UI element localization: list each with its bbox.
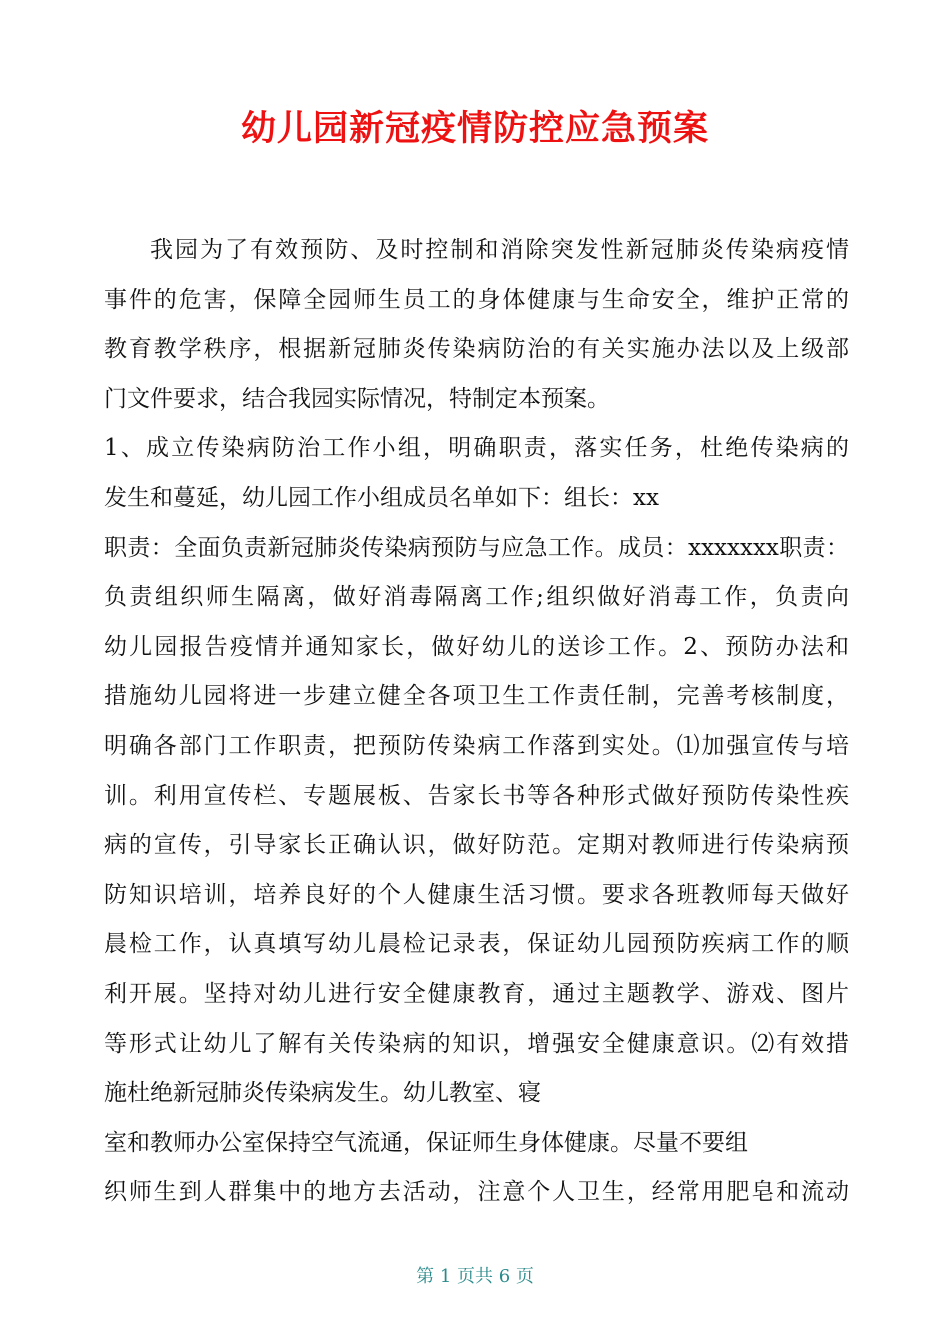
body-line-13: 病的宣传，引导家长正确认识，做好防范。定期对教师进行传染病预: [104, 832, 849, 859]
body-line-17: 等形式让幼儿了解有关传染病的知识，增强安全健康意识。⑵有效措: [104, 1030, 849, 1057]
body-line-10: 措施幼儿园将进一步建立健全各项卫生工作责任制，完善考核制度，: [104, 683, 849, 710]
document-body: [104, 226, 849, 1218]
body-line-14: 防知识培训，培养良好的个人健康生活习惯。要求各班教师每天做好: [104, 881, 849, 908]
body-line-7: 职责：全面负责新冠肺炎传染病预防与应急工作。成员：xxxxxxx职责：: [104, 534, 849, 561]
body-line-1: 我园为了有效预防、及时控制和消除突发性新冠肺炎传染病疫情: [150, 237, 849, 263]
body-line-9: 幼儿园报告疫情并通知家长，做好幼儿的送诊工作。2、预防办法和: [104, 633, 849, 660]
body-line-18: 施杜绝新冠肺炎传染病发生。幼儿教室、寝: [104, 1080, 541, 1107]
body-line-6: 发生和蔓延，幼儿园工作小组成员名单如下：组长：xx: [104, 484, 659, 511]
body-line-5: 1、成立传染病防治工作小组，明确职责，落实任务，杜绝传染病的: [104, 435, 849, 462]
body-line-19: 室和教师办公室保持空气流通，保证师生身体健康。尽量不要组: [104, 1129, 748, 1156]
body-line-2: 事件的危害，保障全园师生员工的身体健康与生命安全，维护正常的: [104, 286, 849, 313]
body-line-11: 明确各部门工作职责，把预防传染病工作落到实处。⑴加强宣传与培: [104, 732, 849, 759]
body-line-12: 训。利用宣传栏、专题展板、告家长书等各种形式做好预防传染性疾: [104, 782, 849, 809]
body-line-15: 晨检工作，认真填写幼儿晨检记录表，保证幼儿园预防疾病工作的顺: [104, 931, 849, 958]
document-title: 幼儿园新冠疫情防控应急预案: [240, 109, 709, 149]
body-line-16: 利开展。坚持对幼儿进行安全健康教育，通过主题教学、游戏、图片: [104, 980, 849, 1007]
body-line-20: 织师生到人群集中的地方去活动，注意个人卫生，经常用肥皂和流动: [104, 1179, 849, 1206]
body-line-4: 门文件要求，结合我园实际情况，特制定本预案。: [104, 385, 610, 412]
body-line-3: 教育教学秩序，根据新冠肺炎传染病防治的有关实施办法以及上级部: [104, 336, 849, 363]
body-line-8: 负责组织师生隔离，做好消毒隔离工作;组织做好消毒工作，负责向: [104, 584, 849, 611]
page-footer: 第 1 页共 6 页: [416, 1266, 534, 1287]
